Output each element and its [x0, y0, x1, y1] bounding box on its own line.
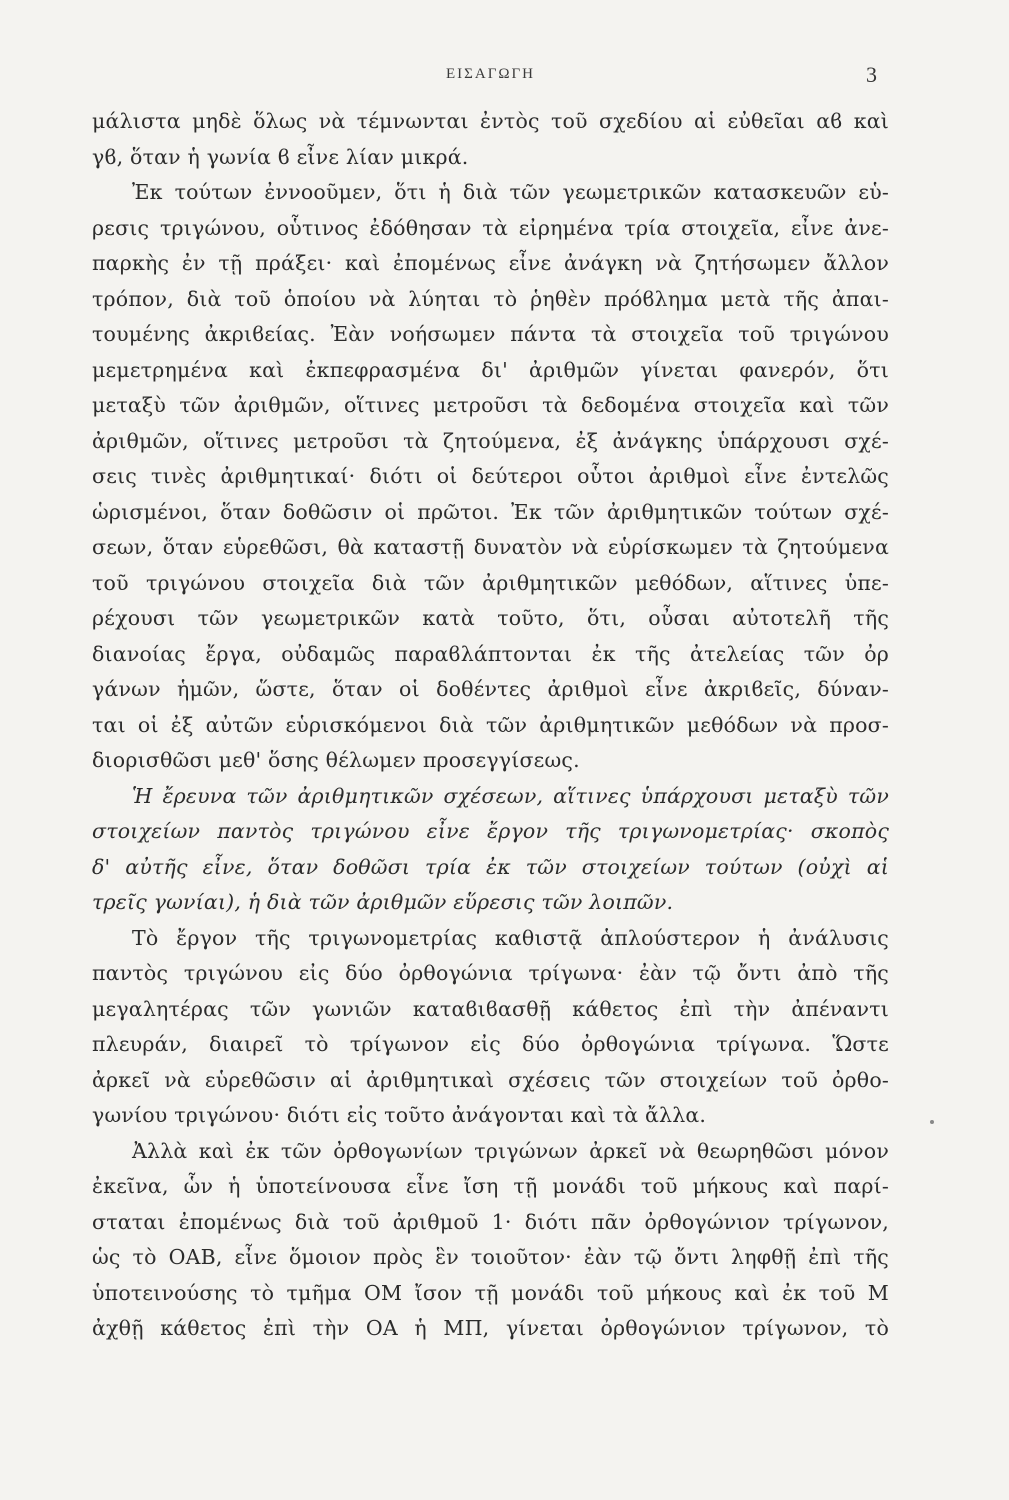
text-line: τρόπον, διὰ τοῦ ὁποίου νὰ λύηται τὸ ῥηθὲν πρόϐλημα μετὰ τῆς ἀπαι-	[92, 286, 889, 311]
text-line: Τὸ ἔργον τῆς τριγωνομετρίας καθιστᾷ ἁπλούστερον ἡ ἀνάλυσις	[132, 925, 889, 950]
text-line: ὡρισμένοι, ὅταν δοθῶσιν οἱ πρῶτοι. Ἐκ τῶν ἀριθμητικῶν τούτων σχέ-	[92, 499, 889, 524]
text-line: ὡς τὸ ΟΑΒ, εἶνε ὅμοιον πρὸς ἓν τοιοῦτον· ἐὰν τῷ ὄντι ληφθῇ ἐπὶ τῆς	[92, 1245, 889, 1269]
running-title: ΕΙΣΑΓΩΓΗ	[445, 66, 536, 82]
text-line: σεων, ὅταν εὑρεθῶσι, θὰ καταστῇ δυνατὸν νὰ εὑρίσκωμεν τὰ ζητούμενα	[92, 535, 889, 559]
text-line: διανοίας ἔργα, οὐδαμῶς παραϐλάπτονται ἐκ τῆς ἀτελείας τῶν ὀρ	[92, 641, 889, 666]
text-line: ρεσις τριγώνου, οὗτινος ἐδόθησαν τὰ εἰρημένα τρία στοιχεῖα, εἶνε ἀνε-	[92, 215, 889, 240]
page-number: 3	[866, 62, 877, 87]
text-line: παρκὴς ἐν τῇ πράξει· καὶ ἐπομένως εἶνε ἀνάγκη νὰ ζητήσωμεν ἄλλον	[92, 251, 889, 275]
text-line: παντὸς τριγώνου εἰς δύο ὀρθογώνια τρίγωνα· ἐὰν τῷ ὄντι ἀπὸ τῆς	[92, 961, 889, 985]
text-line: Ἡ ἔρευνα τῶν ἀριθμητικῶν σχέσεων, αἵτινες ὑπάρχουσι μεταξὺ τῶν	[132, 783, 889, 808]
text-line: Ἀλλὰ καὶ ἐκ τῶν ὀρθογωνίων τριγώνων ἀρκεῖ νὰ θεωρηθῶσι μόνον	[132, 1138, 889, 1163]
text-line: μεγαλητέρας τῶν γωνιῶν καταϐιϐασθῇ κάθετος ἐπὶ τὴν ἀπέναντι	[92, 996, 889, 1021]
text-line: Ἐκ τούτων ἐννοοῦμεν, ὅτι ἡ διὰ τῶν γεωμετρικῶν κατασκευῶν εὑ-	[132, 180, 889, 204]
text-line: μάλιστα μηδὲ ὅλως νὰ τέμνωνται ἐντὸς τοῦ σχεδίου αἱ εὐθεῖαι αϐ καὶ	[92, 109, 889, 133]
text-line: σταται ἐπομένως διὰ τοῦ ἀριθμοῦ 1· διότι πᾶν ὀρθογώνιον τρίγωνον,	[92, 1209, 889, 1234]
text-line: σεις τινὲς ἀριθμητικαί· διότι οἱ δεύτεροι οὗτοι ἀριθμοὶ εἶνε ἐντελῶς	[92, 464, 889, 488]
text-line: ἐκεῖνα, ὧν ἡ ὑποτείνουσα εἶνε ἴση τῇ μονάδι τοῦ μήκους καὶ παρί-	[92, 1174, 889, 1198]
text-line: ρέχουσι τῶν γεωμετρικῶν κατὰ τοῦτο, ὅτι, οὖσαι αὐτοτελῆ τῆς	[92, 606, 889, 630]
text-line: δ' αὐτῆς εἶνε, ὅταν δοθῶσι τρία ἐκ τῶν στοιχείων τούτων (οὐχὶ αἱ	[92, 854, 889, 879]
running-head	[92, 62, 889, 92]
text-line: στοιχείων παντὸς τριγώνου εἶνε ἔργον τῆς τριγωνομετρίας· σκοπὸς	[92, 819, 889, 843]
text-line: ἀρκεῖ νὰ εὑρεθῶσιν αἱ ἀριθμητικαὶ σχέσεις τῶν στοιχείων τοῦ ὀρθο-	[92, 1067, 889, 1092]
text-line: ἀριθμῶν, οἵτινες μετροῦσι τὰ ζητούμενα, ἐξ ἀνάγκης ὑπάρχουσι σχέ-	[92, 428, 889, 453]
text-line: ὑποτεινούσης τὸ τμῆμα ΟΜ ἴσον τῇ μονάδι τοῦ μήκους καὶ ἐκ τοῦ Μ	[92, 1280, 889, 1305]
text-line: πλευράν, διαιρεῖ τὸ τρίγωνον εἰς δύο ὀρθογώνια τρίγωνα. Ὥστε	[92, 1032, 889, 1056]
text-line: τουμένης ἀκριϐείας. Ἐὰν νοήσωμεν πάντα τὰ στοιχεῖα τοῦ τριγώνου	[92, 322, 889, 346]
text-line: διορισθῶσι μεθ' ὅσης θέλωμεν προσεγγίσεως.	[92, 748, 580, 772]
text-line: ται οἱ ἐξ αὐτῶν εὑρισκόμενοι διὰ τῶν ἀριθμητικῶν μεθόδων νὰ προσ-	[92, 712, 889, 737]
ink-speck	[930, 1120, 934, 1124]
text-line: γάνων ἡμῶν, ὥστε, ὅταν οἱ δοθέντες ἀριθμοὶ εἶνε ἀκριϐεῖς, δύναν-	[92, 677, 889, 701]
text-line: μεταξὺ τῶν ἀριθμῶν, οἵτινες μετροῦσι τὰ δεδομένα στοιχεῖα καὶ τῶν	[92, 393, 889, 417]
body-text	[92, 104, 889, 1347]
text-line: γωνίου τριγώνου· διότι εἰς τοῦτο ἀνάγονται καὶ τὰ ἄλλα.	[92, 1103, 707, 1127]
text-line: γϐ, ὅταν ἡ γωνία ϐ εἶνε λίαν μικρά.	[92, 144, 469, 169]
text-line: τοῦ τριγώνου στοιχεῖα διὰ τῶν ἀριθμητικῶν μεθόδων, αἵτινες ὑπε-	[92, 570, 889, 595]
text-line: τρεῖς γωνίαι), ἡ διὰ τῶν ἀριθμῶν εὕρεσις τῶν λοιπῶν.	[92, 890, 674, 914]
text-line: ἀχθῇ κάθετος ἐπὶ τὴν ΟΑ ἡ ΜΠ, γίνεται ὀρθογώνιον τρίγωνον, τὸ	[92, 1316, 889, 1340]
text-line: μεμετρημένα καὶ ἐκπεφρασμένα δι' ἀριθμῶν γίνεται φανερόν, ὅτι	[92, 357, 889, 382]
